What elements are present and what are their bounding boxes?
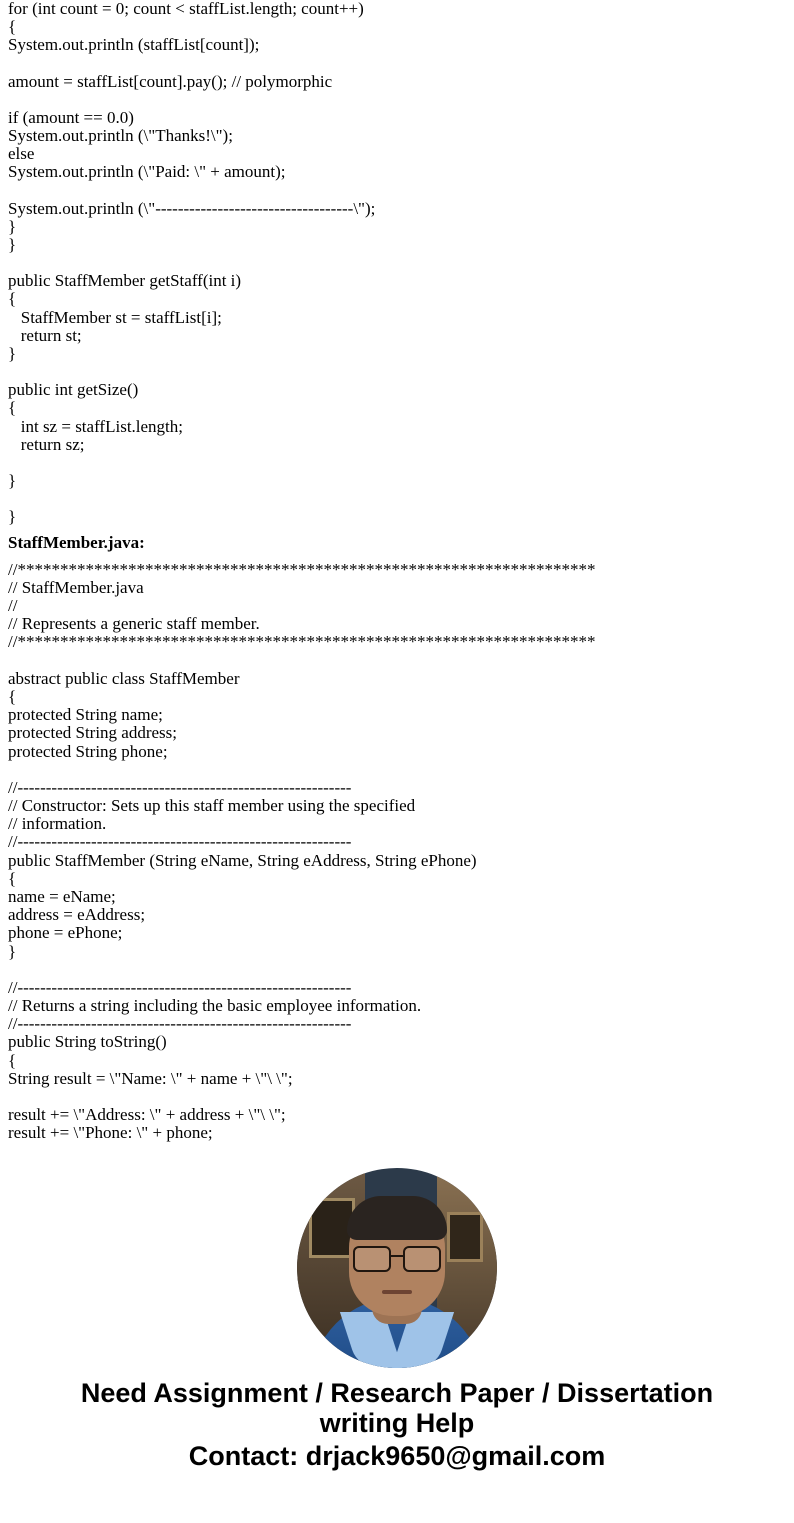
promo-line-2: writing Help xyxy=(319,1408,475,1439)
code-line xyxy=(8,761,786,779)
code-block-top xyxy=(0,0,794,526)
code-line: } xyxy=(8,235,17,255)
code-line: String result = \"Name: \" + name + \"\ \"; xyxy=(8,1068,293,1088)
code-line: abstract public class StaffMember xyxy=(8,668,240,688)
glasses-lens-right xyxy=(403,1246,441,1272)
code-line: } xyxy=(8,471,17,491)
code-line: } xyxy=(8,941,17,961)
section-heading: StaffMember.java: xyxy=(8,533,145,553)
code-line: System.out.println (\"Thanks!\"); xyxy=(8,126,233,146)
code-line: System.out.println (\"Paid: \" + amount); xyxy=(8,162,286,182)
code-line: public String toString() xyxy=(8,1032,167,1052)
code-line: System.out.println (staffList[count]); xyxy=(8,35,260,55)
code-line xyxy=(8,91,786,109)
photo-background-frame-2 xyxy=(447,1212,483,1262)
code-line: phone = ePhone; xyxy=(8,923,123,943)
code-line xyxy=(8,652,786,670)
code-line: return sz; xyxy=(8,434,85,454)
code-line: //----------------------------------------------------------- xyxy=(8,777,352,797)
code-line: public StaffMember getStaff(int i) xyxy=(8,271,242,291)
promo-line-1: Need Assignment / Research Paper / Dissertation xyxy=(80,1378,714,1409)
code-line: { xyxy=(8,398,17,418)
code-line: else xyxy=(8,144,35,164)
code-line: } xyxy=(8,344,17,364)
code-line: { xyxy=(8,868,17,888)
code-line: // information. xyxy=(8,814,107,834)
code-line: { xyxy=(8,686,17,706)
code-line: System.out.println (\"-----------------------------------\"); xyxy=(8,198,376,218)
code-line: public StaffMember (String eName, String eAddress, String ePhone) xyxy=(8,850,477,870)
code-line: //----------------------------------------------------------- xyxy=(8,832,352,852)
code-line xyxy=(8,1088,786,1106)
code-line: int sz = staffList.length; xyxy=(8,416,184,436)
code-line: //******************************************************************** xyxy=(8,632,596,652)
code-line xyxy=(8,254,786,272)
code-line: //----------------------------------------------------------- xyxy=(8,1014,352,1034)
avatar xyxy=(297,1168,497,1368)
code-line xyxy=(8,454,786,472)
promo-contact-line: Contact: drjack9650@gmail.com xyxy=(188,1441,606,1472)
section-heading-block xyxy=(0,534,794,552)
code-line: } xyxy=(8,507,17,527)
code-line: } xyxy=(8,216,17,236)
portrait-photo-wrapper xyxy=(0,1168,794,1368)
photo-mouth xyxy=(382,1290,412,1294)
code-line: // xyxy=(8,596,18,616)
code-line xyxy=(8,961,786,979)
code-line: protected String name; xyxy=(8,705,163,725)
code-line: // Returns a string including the basic employee information. xyxy=(8,995,422,1015)
code-line: //----------------------------------------------------------- xyxy=(8,977,352,997)
code-line xyxy=(8,55,786,73)
code-line: public int getSize() xyxy=(8,380,139,400)
code-line: protected String address; xyxy=(8,723,178,743)
code-line: { xyxy=(8,1050,17,1070)
code-line: // StaffMember.java xyxy=(8,577,144,597)
code-line xyxy=(8,363,786,381)
glasses-icon xyxy=(351,1246,443,1268)
code-block-bottom xyxy=(0,561,794,1143)
code-line: name = eName; xyxy=(8,886,116,906)
code-line: return st; xyxy=(8,325,82,345)
glasses-lens-left xyxy=(353,1246,391,1272)
code-line: //******************************************************************** xyxy=(8,559,596,579)
code-line xyxy=(8,182,786,200)
code-line: for (int count = 0; count < staffList.length; count++) xyxy=(8,0,364,18)
code-line xyxy=(8,490,786,508)
code-line: // Constructor: Sets up this staff member using the specified xyxy=(8,795,416,815)
code-line: StaffMember st = staffList[i]; xyxy=(8,307,222,327)
code-line: result += \"Address: \" + address + \"\ \"; xyxy=(8,1104,286,1124)
promo-block xyxy=(0,1378,794,1472)
code-line: protected String phone; xyxy=(8,741,168,761)
code-line: { xyxy=(8,17,17,37)
code-line: address = eAddress; xyxy=(8,905,146,925)
code-line: // Represents a generic staff member. xyxy=(8,614,260,634)
code-line: amount = staffList[count].pay(); // polymorphic xyxy=(8,71,333,91)
code-line: result += \"Phone: \" + phone; xyxy=(8,1123,213,1143)
code-line: if (amount == 0.0) xyxy=(8,107,134,127)
code-line: { xyxy=(8,289,17,309)
photo-hair xyxy=(347,1196,447,1240)
